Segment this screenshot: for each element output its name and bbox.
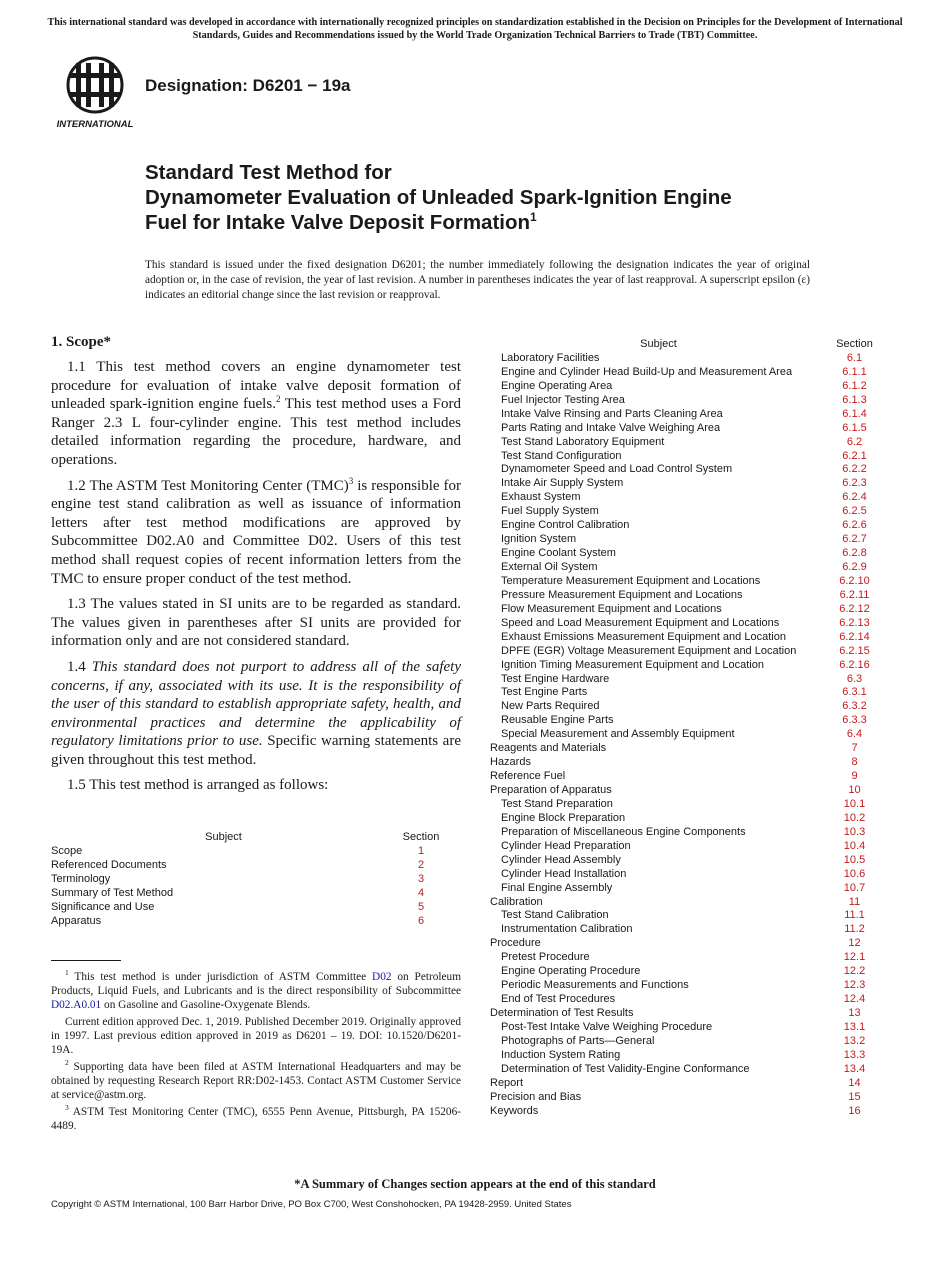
- paragraph-1-5: 1.5 This test method is arranged as follows:: [67, 777, 329, 794]
- toc-subject: Pretest Procedure: [501, 951, 590, 964]
- toc-section-link[interactable]: 6.2.14: [839, 630, 870, 643]
- astm-logo-icon: [55, 55, 135, 133]
- svg-text:INTERNATIONAL: INTERNATIONAL: [56, 119, 134, 130]
- toc-subject: Engine Block Preparation: [501, 811, 626, 824]
- toc-section-link[interactable]: 6.3.2: [842, 700, 867, 713]
- toc-row: [490, 979, 882, 993]
- toc-subject: Fuel Supply System: [501, 505, 599, 518]
- toc-row: [490, 1021, 882, 1035]
- toc-section-link[interactable]: 6.2.9: [842, 561, 867, 573]
- toc-row: [490, 770, 882, 784]
- toc-section-link[interactable]: 13.3: [843, 1048, 866, 1061]
- toc-row: [490, 937, 882, 951]
- toc-section-link[interactable]: 6.2.2: [842, 463, 867, 476]
- toc-row: [490, 812, 882, 826]
- toc-row: [490, 728, 882, 742]
- link-d02[interactable]: D02: [372, 971, 392, 983]
- toc-section-link[interactable]: 14: [848, 1076, 861, 1089]
- toc-section-link[interactable]: 6.2.11: [839, 588, 870, 601]
- toc-subject: Intake Valve Rinsing and Parts Cleaning Area: [501, 407, 723, 420]
- toc-row: [490, 965, 882, 979]
- toc-subject: Hazards: [490, 756, 531, 769]
- title-line-2: Dynamometer Evaluation of Unleaded Spark-Ignition Engine: [145, 186, 732, 209]
- toc-row: [490, 408, 882, 422]
- toc-subject: Flow Measurement Equipment and Locations: [501, 602, 722, 615]
- toc-row: [490, 561, 882, 575]
- toc-header: [490, 338, 882, 352]
- toc-row: [490, 463, 882, 477]
- toc-section-link[interactable]: 12.1: [843, 951, 866, 964]
- toc-row: [490, 909, 882, 923]
- toc-section-link[interactable]: 6.1.1: [842, 365, 867, 378]
- toc-row: [490, 380, 882, 394]
- toc-section-link[interactable]: 2: [417, 858, 425, 871]
- toc-subject: Report: [490, 1076, 524, 1089]
- document-title: [145, 160, 845, 238]
- toc-subject: Temperature Measurement Equipment and Locations: [501, 574, 761, 587]
- toc-subject: Calibration: [490, 895, 543, 908]
- toc-row: [51, 845, 446, 859]
- toc-row: [490, 686, 882, 700]
- toc-row: [51, 901, 446, 915]
- toc-subject: Instrumentation Calibration: [501, 923, 633, 936]
- toc-section-link[interactable]: 4: [417, 886, 425, 899]
- toc-section-link[interactable]: 6.3.3: [842, 714, 867, 727]
- toc-section-link[interactable]: 6.2.1: [842, 449, 867, 462]
- title-line-1: Standard Test Method for: [145, 161, 392, 184]
- toc-subject: Scope: [51, 844, 83, 857]
- toc-subject-header: Subject: [205, 831, 242, 843]
- toc-section-link[interactable]: 6.2.4: [842, 491, 867, 504]
- toc-section-link[interactable]: 10.4: [843, 839, 866, 852]
- toc-row: [490, 673, 882, 687]
- paragraph-1-1: 1.1 This test method covers an engine dynamometer test procedure for evaluation of intake valve deposit formation of unleaded spark-ignition engine fuels.$^2$ This test method uses a Ford Ranger 2.3 L four-cylinder engine. This test method includes detailed information regarding the procedure, hardware, and operations.: [51, 359, 462, 468]
- toc-section-link[interactable]: 6.2.10: [839, 574, 870, 587]
- toc-section-link[interactable]: 6.1.5: [842, 421, 867, 434]
- toc-section-link[interactable]: 12.3: [843, 979, 866, 992]
- toc-row: [490, 882, 882, 896]
- toc-section-link[interactable]: 1: [417, 844, 425, 857]
- toc-subject: Engine and Cylinder Head Build-Up and Measurement Area: [501, 365, 793, 378]
- toc-section-link[interactable]: 6.2.7: [842, 533, 867, 546]
- toc-subject: Cylinder Head Installation: [501, 867, 627, 880]
- toc-section-link[interactable]: 6.2.8: [842, 547, 867, 560]
- toc-row: [490, 603, 882, 617]
- title-footnote-mark: 1: [530, 210, 537, 224]
- toc-subject: Reference Fuel: [490, 770, 566, 783]
- footnotes: [51, 970, 461, 1136]
- toc-row: [490, 645, 882, 659]
- toc-section-link[interactable]: 13: [848, 1007, 861, 1019]
- toc-section-header: Section: [402, 831, 440, 843]
- toc-row: [490, 714, 882, 728]
- astm-logo: [55, 55, 135, 133]
- toc-section-link[interactable]: 6.4: [846, 728, 863, 741]
- toc-subject: Terminology: [51, 872, 111, 885]
- toc-row: [490, 1049, 882, 1063]
- toc-row: [490, 436, 882, 450]
- toc-row: [490, 1091, 882, 1105]
- toc-subject: External Oil System: [501, 561, 598, 573]
- paragraph-1-3: 1.3 The values stated in SI units are to be regarded as standard. The values given in parentheses after SI units are provided for information only and are not considered standard.: [51, 596, 461, 650]
- toc-subject: Summary of Test Method: [51, 886, 174, 899]
- toc-subject: Determination of Test Results: [490, 1007, 634, 1019]
- toc-subject: Referenced Documents: [51, 858, 167, 871]
- toc-section-link[interactable]: 6.2.6: [842, 519, 867, 532]
- toc-subject: End of Test Procedures: [501, 993, 616, 1006]
- toc-section-header: Section: [836, 338, 873, 350]
- footnote-3: $^3$ ASTM Test Monitoring Center (TMC), 6555 Penn Avenue, Pittsburgh, PA 15206-4489.: [51, 1103, 461, 1132]
- toc-section-link[interactable]: 6.1.3: [842, 393, 867, 406]
- toc-section-link[interactable]: 3: [417, 872, 425, 885]
- toc-subject: Pressure Measurement Equipment and Locations: [501, 588, 743, 601]
- toc-section-link[interactable]: 6.2.12: [839, 602, 870, 615]
- toc-subject: Engine Operating Area: [501, 379, 613, 392]
- toc-row: [51, 887, 446, 901]
- toc-subject: Ignition Timing Measurement Equipment and Location: [501, 658, 764, 671]
- toc-subject: Induction System Rating: [501, 1048, 621, 1061]
- footnote-divider: [51, 960, 121, 961]
- toc-section-link[interactable]: 8: [851, 756, 858, 769]
- footnote-1: $^1$ This test method is under jurisdiction of ASTM Committee D02 on Petroleum Products, Liquid Fuels, and Lubricants and is the direct responsibility of Subcommittee D02.A0.01 on Gasoline and Gasoline-Oxygenate Blends.: [51, 968, 461, 1011]
- toc-row: [490, 575, 882, 589]
- wto-notice: This international standard was developed in accordance with internationally recognized principles on standardization established in the Decision on Principles for the Development of International Standards, Guides and Recommendations issued by the World Trade Organization Technical Barriers to Trade (TBT) Committee.: [47, 17, 903, 41]
- toc-section-link[interactable]: 6.1.2: [842, 379, 867, 392]
- toc-section-link[interactable]: 10.6: [843, 867, 866, 880]
- toc-subject: Test Engine Parts: [501, 686, 588, 699]
- toc-subject: Ignition System: [501, 533, 577, 546]
- toc-section-link[interactable]: 10.7: [843, 881, 866, 894]
- toc-section-link[interactable]: 9: [851, 770, 858, 783]
- toc-row: [490, 1063, 882, 1077]
- toc-row: [490, 951, 882, 965]
- toc-row: [51, 859, 446, 873]
- toc-row: [490, 519, 882, 533]
- footnote-1-edition: Current edition approved Dec. 1, 2019. Published December 2019. Originally approved in 1997. Last previous edition approved in 2019 as D6201 – 19. DOI: 10.1520/D6201-19A.: [51, 1016, 461, 1056]
- toc-section-link[interactable]: 6.1: [846, 351, 863, 364]
- toc-subject: Speed and Load Measurement Equipment and Locations: [501, 616, 780, 629]
- toc-section-link[interactable]: 5: [417, 900, 425, 913]
- toc-subject: Preparation of Apparatus: [490, 784, 612, 796]
- toc-subject: New Parts Required: [501, 700, 600, 713]
- toc-row: [490, 366, 882, 380]
- toc-section-link[interactable]: 12.2: [843, 965, 866, 978]
- toc-subject: Apparatus: [51, 914, 102, 927]
- toc-section-link[interactable]: 6.2.3: [842, 477, 867, 490]
- toc-subject: Cylinder Head Preparation: [501, 839, 631, 852]
- toc-row: [490, 589, 882, 603]
- toc-header: [51, 831, 446, 845]
- toc-subject: Special Measurement and Assembly Equipment: [501, 728, 735, 741]
- toc-section-link[interactable]: 10.1: [843, 797, 866, 810]
- footnote-2: $^2$ Supporting data have been filed at ASTM International Headquarters and may be obtained by requesting Research Report RR:D02-1453. Contact ASTM Customer Service at service@astm.org.: [51, 1058, 461, 1101]
- toc-section-link[interactable]: 10.2: [843, 811, 866, 824]
- toc-section-link[interactable]: 15: [848, 1090, 861, 1103]
- toc-subject: Determination of Test Validity-Engine Conformance: [501, 1062, 750, 1075]
- toc-row: [490, 422, 882, 436]
- toc-subject: Test Engine Hardware: [501, 672, 610, 685]
- toc-row: [490, 617, 882, 631]
- toc-subject: Fuel Injector Testing Area: [501, 393, 625, 406]
- toc-subject: Precision and Bias: [490, 1090, 582, 1103]
- toc-row: [490, 784, 882, 798]
- toc-row: [490, 1035, 882, 1049]
- toc-row: [490, 756, 882, 770]
- toc-table-large: [490, 338, 882, 1119]
- scope-section: [51, 334, 461, 802]
- toc-section-link[interactable]: 12: [848, 937, 861, 950]
- toc-subject: Post-Test Intake Valve Weighing Procedure: [501, 1020, 713, 1033]
- toc-section-link[interactable]: 13.1: [843, 1020, 866, 1033]
- toc-row: [490, 1007, 882, 1021]
- toc-section-link[interactable]: 10: [848, 784, 861, 796]
- toc-subject-header: Subject: [640, 338, 677, 350]
- toc-row: [490, 1105, 882, 1119]
- toc-subject: Intake Air Supply System: [501, 477, 624, 490]
- toc-row: [51, 915, 446, 929]
- toc-row: [490, 631, 882, 645]
- toc-section-link[interactable]: 11: [848, 895, 861, 908]
- toc-row: [490, 840, 882, 854]
- toc-section-link[interactable]: 6.1.4: [842, 407, 867, 420]
- toc-subject: Test Stand Calibration: [501, 909, 609, 922]
- toc-section-link[interactable]: 10.5: [843, 853, 866, 866]
- issuance-statement: This standard is issued under the fixed designation D6201; the number immediately following the designation indicates the year of original adoption or, in the case of revision, the year of last revision. A number in parentheses indicates the year of last reapproval. A superscript epsilon (ε) indicates an editorial change since the last revision or reapproval.: [145, 259, 810, 301]
- toc-section-link[interactable]: 6.3.1: [842, 686, 867, 699]
- toc-subject: Final Engine Assembly: [501, 881, 613, 894]
- toc-row: [490, 742, 882, 756]
- toc-row: [490, 993, 882, 1007]
- toc-subject: Dynamometer Speed and Load Control System: [501, 463, 733, 476]
- toc-section-link[interactable]: 6.2.16: [839, 658, 870, 671]
- toc-row: [490, 923, 882, 937]
- scope-heading: 1. Scope*: [51, 334, 111, 350]
- toc-section-link[interactable]: 6.2.15: [839, 644, 870, 657]
- toc-row: [490, 854, 882, 868]
- toc-subject: Preparation of Miscellaneous Engine Components: [501, 825, 746, 838]
- toc-row: [490, 394, 882, 408]
- toc-row: [490, 505, 882, 519]
- toc-section-link[interactable]: 10.3: [843, 825, 866, 838]
- summary-of-changes-note: *A Summary of Changes section appears at the end of this standard: [294, 1177, 656, 1191]
- toc-row: [490, 533, 882, 547]
- toc-row: [490, 450, 882, 464]
- toc-subject: Procedure: [490, 937, 541, 950]
- toc-subject: Reagents and Materials: [490, 742, 607, 755]
- toc-section-link[interactable]: 13.4: [843, 1062, 866, 1075]
- toc-subject: Cylinder Head Assembly: [501, 853, 621, 866]
- copyright-line: Copyright © ASTM International, 100 Barr Harbor Drive, PO Box C700, West Conshohocken, PA 19428-2959. United States: [51, 1199, 572, 1210]
- toc-section-link[interactable]: 11.2: [844, 923, 865, 936]
- toc-subject: Test Stand Laboratory Equipment: [501, 435, 665, 448]
- toc-row: [51, 873, 446, 887]
- toc-row: [490, 352, 882, 366]
- toc-subject: Reusable Engine Parts: [501, 714, 614, 727]
- toc-subject: Test Stand Configuration: [501, 449, 622, 462]
- toc-subject: Significance and Use: [51, 900, 155, 913]
- toc-row: [490, 491, 882, 505]
- toc-subject: Engine Coolant System: [501, 547, 616, 560]
- link-d02-a0-01[interactable]: D02.A0.01: [51, 999, 102, 1011]
- toc-subject: Engine Operating Procedure: [501, 965, 641, 978]
- toc-subject: Parts Rating and Intake Valve Weighing Area: [501, 421, 721, 434]
- toc-table-small: [51, 831, 446, 929]
- toc-row: [490, 659, 882, 673]
- toc-subject: Exhaust Emissions Measurement Equipment and Location: [501, 630, 786, 643]
- toc-section-link[interactable]: 6.2: [846, 435, 863, 448]
- paragraph-1-2: 1.2 The ASTM Test Monitoring Center (TMC)$^3$ is responsible for engine test stand calibration as well as issuance of information letters after test method modifications are approved by Subcommittee D02.A0 and Committee D02. Users of this test method shall request copies of recent information letters from the TMC to ensure proper conduct of the test method.: [51, 475, 461, 587]
- toc-subject: Laboratory Facilities: [501, 351, 600, 364]
- toc-row: [490, 700, 882, 714]
- toc-section-link[interactable]: 11.1: [844, 909, 865, 922]
- toc-row: [490, 547, 882, 561]
- toc-subject: DPFE (EGR) Voltage Measurement Equipment and Location: [501, 644, 797, 657]
- toc-section-link[interactable]: 7: [851, 742, 858, 755]
- toc-row: [490, 868, 882, 882]
- toc-row: [490, 826, 882, 840]
- toc-section-link[interactable]: 12.4: [843, 993, 866, 1006]
- toc-section-link[interactable]: 6: [417, 914, 425, 927]
- title-line-3: Fuel for Intake Valve Deposit Formation$^1$: [145, 210, 537, 234]
- paragraph-1-4: 1.4 This standard does not purport to address all of the safety concerns, if any, associated with its use. It is the responsibility of the user of this standard to establish appropriate safety, health, and environmental practices and determine the applicability of regulatory limitations prior to use. Specific warning statements are given throughout this test method.: [51, 658, 462, 768]
- toc-row: [490, 896, 882, 910]
- toc-subject: Engine Control Calibration: [501, 519, 630, 532]
- toc-section-link[interactable]: 13.2: [843, 1034, 866, 1047]
- toc-section-link[interactable]: 6.2.13: [839, 616, 870, 629]
- toc-subject: Test Stand Preparation: [501, 797, 613, 810]
- toc-section-link[interactable]: 16: [848, 1104, 861, 1117]
- toc-subject: Periodic Measurements and Functions: [501, 979, 689, 992]
- toc-section-link[interactable]: 6.3: [846, 672, 863, 685]
- toc-subject: Photographs of Parts—General: [501, 1034, 655, 1047]
- toc-row: [490, 477, 882, 491]
- toc-subject: Keywords: [490, 1104, 539, 1117]
- toc-section-link[interactable]: 6.2.5: [842, 505, 867, 518]
- toc-row: [490, 1077, 882, 1091]
- toc-subject: Exhaust System: [501, 491, 581, 504]
- toc-row: [490, 798, 882, 812]
- designation: Designation: D6201 − 19a: [145, 76, 351, 95]
